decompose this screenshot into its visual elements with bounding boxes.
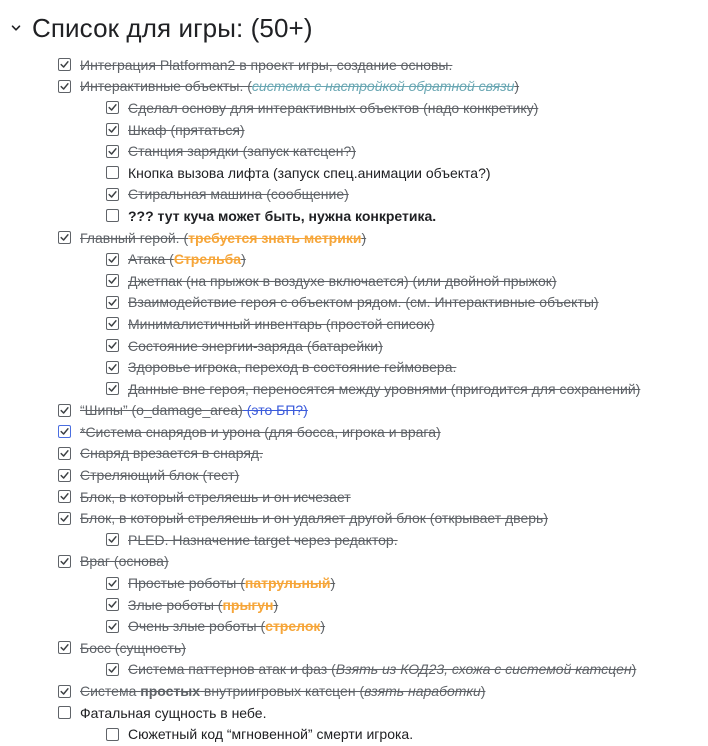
checkmark-icon xyxy=(108,255,117,264)
checklist-item-text[interactable] xyxy=(128,381,640,397)
checkmark-icon xyxy=(108,341,117,350)
checklist-item xyxy=(0,637,708,659)
checkbox-checked[interactable] xyxy=(106,339,119,352)
checkbox-checked[interactable] xyxy=(58,685,71,698)
checklist-item-text[interactable] xyxy=(128,294,599,310)
checkbox-checked[interactable] xyxy=(58,231,71,244)
checklist-item xyxy=(0,507,708,529)
checklist-item xyxy=(0,723,708,745)
checkbox-checked[interactable] xyxy=(106,663,119,676)
checklist-item xyxy=(0,400,708,422)
checklist-item xyxy=(0,529,708,551)
text-run: стрелок xyxy=(265,618,321,635)
checkmark-icon xyxy=(60,687,69,696)
checklist-item xyxy=(0,97,708,119)
text-run: Здоровье игрока, переход в состояние геймовера. xyxy=(128,359,457,376)
text-run: ) xyxy=(631,661,637,678)
checkbox-checked[interactable] xyxy=(106,533,119,546)
checklist-item xyxy=(0,205,708,227)
text-run: Стрельба xyxy=(173,251,242,268)
checklist-item xyxy=(0,572,708,594)
checkmark-icon xyxy=(108,579,117,588)
checklist-item xyxy=(0,421,708,443)
checkbox-checked[interactable] xyxy=(58,641,71,654)
checklist-item-text[interactable] xyxy=(128,575,335,591)
checkmark-icon xyxy=(60,449,69,458)
text-run: ) xyxy=(480,683,486,700)
checklist-item xyxy=(0,356,708,378)
text-run: “Шипы” (o_damage_area) xyxy=(80,402,243,419)
text-run: патрульный xyxy=(244,575,331,592)
checkmark-icon xyxy=(60,82,69,91)
checklist-item-text[interactable] xyxy=(128,186,349,202)
checklist-item-text[interactable] xyxy=(80,445,263,461)
checkmark-icon xyxy=(108,665,117,674)
checklist-item-text[interactable] xyxy=(128,122,245,138)
checkmark-icon xyxy=(108,384,117,393)
checklist-item-text[interactable] xyxy=(128,661,636,677)
checkbox-checked[interactable] xyxy=(106,145,119,158)
checkmark-icon xyxy=(60,643,69,652)
text-run: внутриигровых катсцен ( xyxy=(200,683,365,700)
checklist-item-text[interactable] xyxy=(80,230,366,246)
text-run: ) xyxy=(241,251,246,268)
checklist-item-text[interactable] xyxy=(80,683,485,699)
checklist-item xyxy=(0,313,708,335)
checklist-item xyxy=(0,551,708,573)
checkmark-icon xyxy=(108,535,117,544)
checklist-item-text[interactable] xyxy=(80,402,308,418)
checkbox-checked[interactable] xyxy=(58,490,71,503)
checklist-item xyxy=(0,378,708,400)
checkbox-checked[interactable] xyxy=(58,512,71,525)
checklist-item-text[interactable] xyxy=(128,143,356,159)
page-heading xyxy=(0,8,313,48)
text-run: Сюжетный код “мгновенной” смерти игрока. xyxy=(128,726,414,743)
checklist-item xyxy=(0,486,708,508)
text-run: Система паттернов атак и фаз ( xyxy=(128,661,336,678)
checkbox-checked[interactable] xyxy=(106,361,119,374)
checklist-item-text[interactable] xyxy=(128,359,456,375)
text-run: Взаимодействие героя с объектом рядом. (см. Интерактивные объекты) xyxy=(128,294,599,311)
checklist-item xyxy=(0,443,708,465)
text-run: Сделал основу для интерактивных объектов (надо конкретику) xyxy=(128,99,539,116)
text-run: ) xyxy=(330,575,336,592)
checkmark-icon xyxy=(60,60,69,69)
checklist-item-text[interactable] xyxy=(80,57,452,73)
checkbox-checked[interactable] xyxy=(106,188,119,201)
text-run: Интерактивные объекты. ( xyxy=(80,78,252,95)
checklist-item xyxy=(0,119,708,141)
checkmark-icon xyxy=(60,514,69,523)
text-run: Станция зарядки (запуск катсцен?) xyxy=(128,143,356,160)
text-run: прыгун xyxy=(222,596,274,613)
checklist-item xyxy=(0,292,708,314)
text-run: ??? тут куча может быть, нужна конкретика. xyxy=(128,207,437,224)
text-run: система с настройкой обратной связи xyxy=(251,78,515,95)
checklist-item xyxy=(0,702,708,724)
checkbox-checked[interactable] xyxy=(58,425,71,438)
checklist-item-text[interactable] xyxy=(128,251,246,267)
checkbox-checked[interactable] xyxy=(106,620,119,633)
checklist-item-text[interactable] xyxy=(128,273,557,289)
checkbox-unchecked[interactable] xyxy=(58,706,71,719)
checkmark-icon xyxy=(108,147,117,156)
checklist-item-text[interactable] xyxy=(80,78,519,94)
checklist-item-text[interactable] xyxy=(128,618,325,634)
checklist-item xyxy=(0,270,708,292)
text-run: Минималистичный инвентарь (простой список) xyxy=(128,315,435,332)
checkbox-checked[interactable] xyxy=(106,253,119,266)
checkbox-checked[interactable] xyxy=(106,296,119,309)
checklist-item-text[interactable] xyxy=(80,510,548,526)
checklist-item xyxy=(0,184,708,206)
text-run: Интеграция Platforman2 в проект игры, создание основы. xyxy=(80,56,453,73)
checkmark-icon xyxy=(108,622,117,631)
checkbox-checked[interactable] xyxy=(58,80,71,93)
checkbox-checked[interactable] xyxy=(58,469,71,482)
checkbox-checked[interactable] xyxy=(106,577,119,590)
checklist-item xyxy=(0,76,708,98)
checkmark-icon xyxy=(108,103,117,112)
checklist-item-text[interactable] xyxy=(80,489,351,505)
text-run: Блок, в который стреляешь и он исчезает xyxy=(80,488,351,505)
text-run: требуется знать метрики xyxy=(188,229,362,246)
checkbox-checked[interactable] xyxy=(58,58,71,71)
text-run: Главный герой. ( xyxy=(80,229,189,246)
checkmark-icon xyxy=(108,125,117,134)
checkbox-unchecked[interactable] xyxy=(106,728,119,741)
checkmark-icon xyxy=(60,471,69,480)
checklist-item xyxy=(0,659,708,681)
text-run: Состояние энергии-заряда (батарейки) xyxy=(128,337,383,354)
text-run: Злые роботы ( xyxy=(128,596,223,613)
text-run: PLED. Назначение target через редактор. xyxy=(128,531,398,548)
text-run: ) xyxy=(273,596,279,613)
text-run: ) xyxy=(514,78,520,95)
checklist-item-text[interactable] xyxy=(128,726,413,742)
checklist-item-text[interactable] xyxy=(128,165,491,181)
checklist-item-text[interactable] xyxy=(128,597,278,613)
checkmark-icon xyxy=(108,363,117,372)
checkmark-icon xyxy=(60,233,69,242)
checklist-item-text[interactable] xyxy=(128,100,538,116)
page-title: Список для игры: (50+) xyxy=(32,12,313,43)
checklist-item xyxy=(0,680,708,702)
checkbox-checked[interactable] xyxy=(58,404,71,417)
text-run: Система xyxy=(80,683,141,700)
checklist-item xyxy=(0,248,708,270)
text-run: Враг (основа) xyxy=(80,553,169,570)
checkmark-icon xyxy=(108,298,117,307)
checkbox-checked[interactable] xyxy=(106,317,119,330)
text-run: Блок, в который стреляешь и он удаляет другой блок (открывает дверь) xyxy=(80,510,548,527)
text-run: Босс (сущность) xyxy=(80,639,186,656)
checklist-item xyxy=(0,54,708,76)
text-run: Взять из КОД23, схожа с системой катсцен xyxy=(335,661,632,678)
text-run: ) xyxy=(361,229,367,246)
text-run: взять наработки xyxy=(364,683,481,700)
text-run: Кнопка вызова лифта (запуск спец.анимации объекта?) xyxy=(128,164,491,181)
checklist-item-text[interactable] xyxy=(80,640,186,656)
checklist-item xyxy=(0,335,708,357)
checklist-item xyxy=(0,464,708,486)
checklist-item xyxy=(0,140,708,162)
text-run: Стреляющий блок (тест) xyxy=(80,467,240,484)
checkbox-unchecked[interactable] xyxy=(106,209,119,222)
checklist-item xyxy=(0,594,708,616)
checkbox-checked[interactable] xyxy=(106,123,119,136)
text-run: Шкаф (прятаться) xyxy=(128,121,245,138)
text-run: Стиральная машина (сообщение) xyxy=(128,186,349,203)
text-run: Простые роботы ( xyxy=(128,575,245,592)
chevron-down-icon xyxy=(10,22,22,34)
checklist-item-text[interactable] xyxy=(80,467,239,483)
checkbox-checked[interactable] xyxy=(106,382,119,395)
text-run: *Система снарядов и урона (для босса, игрока и врага) xyxy=(80,423,441,440)
text-run: Очень злые роботы ( xyxy=(128,618,266,635)
checkmark-icon xyxy=(108,600,117,609)
checklist-item-text[interactable] xyxy=(80,705,266,721)
checklist-item xyxy=(0,227,708,249)
checkmark-icon xyxy=(60,427,69,436)
checkbox-unchecked[interactable] xyxy=(106,166,119,179)
checkbox-checked[interactable] xyxy=(106,101,119,114)
checkmark-icon xyxy=(60,492,69,501)
text-run: Атака ( xyxy=(128,251,174,268)
checklist-item-text[interactable] xyxy=(80,553,169,569)
text-run: Данные вне героя, переносятся между уровнями (пригодится для сохранений) xyxy=(128,380,641,397)
checkmark-icon xyxy=(60,406,69,415)
checklist-item-text[interactable] xyxy=(80,424,441,440)
checklist-item xyxy=(0,162,708,184)
text-run: ) xyxy=(320,618,326,635)
checkbox-checked[interactable] xyxy=(106,274,119,287)
checklist-item-text[interactable] xyxy=(128,338,383,354)
checklist-item-text[interactable] xyxy=(128,532,398,548)
checkbox-checked[interactable] xyxy=(106,598,119,611)
text-run: Снаряд врезается в снаряд. xyxy=(80,445,263,462)
checkmark-icon xyxy=(108,190,117,199)
checkmark-icon xyxy=(108,319,117,328)
text-run: простых xyxy=(140,683,201,700)
checklist-item xyxy=(0,615,708,637)
text-run: Фатальная сущность в небе. xyxy=(80,704,267,721)
text-run: (это БП?) xyxy=(242,402,308,419)
text-run: Джетпак (на прыжок в воздухе включается) (или двойной прыжок) xyxy=(128,272,557,289)
checklist-item-text[interactable] xyxy=(128,316,435,332)
collapse-toggle[interactable] xyxy=(0,22,32,34)
checkbox-checked[interactable] xyxy=(58,555,71,568)
checkmark-icon xyxy=(60,557,69,566)
checklist xyxy=(0,54,708,745)
checkbox-checked[interactable] xyxy=(58,447,71,460)
checklist-item-text[interactable] xyxy=(128,208,436,224)
checkmark-icon xyxy=(108,276,117,285)
